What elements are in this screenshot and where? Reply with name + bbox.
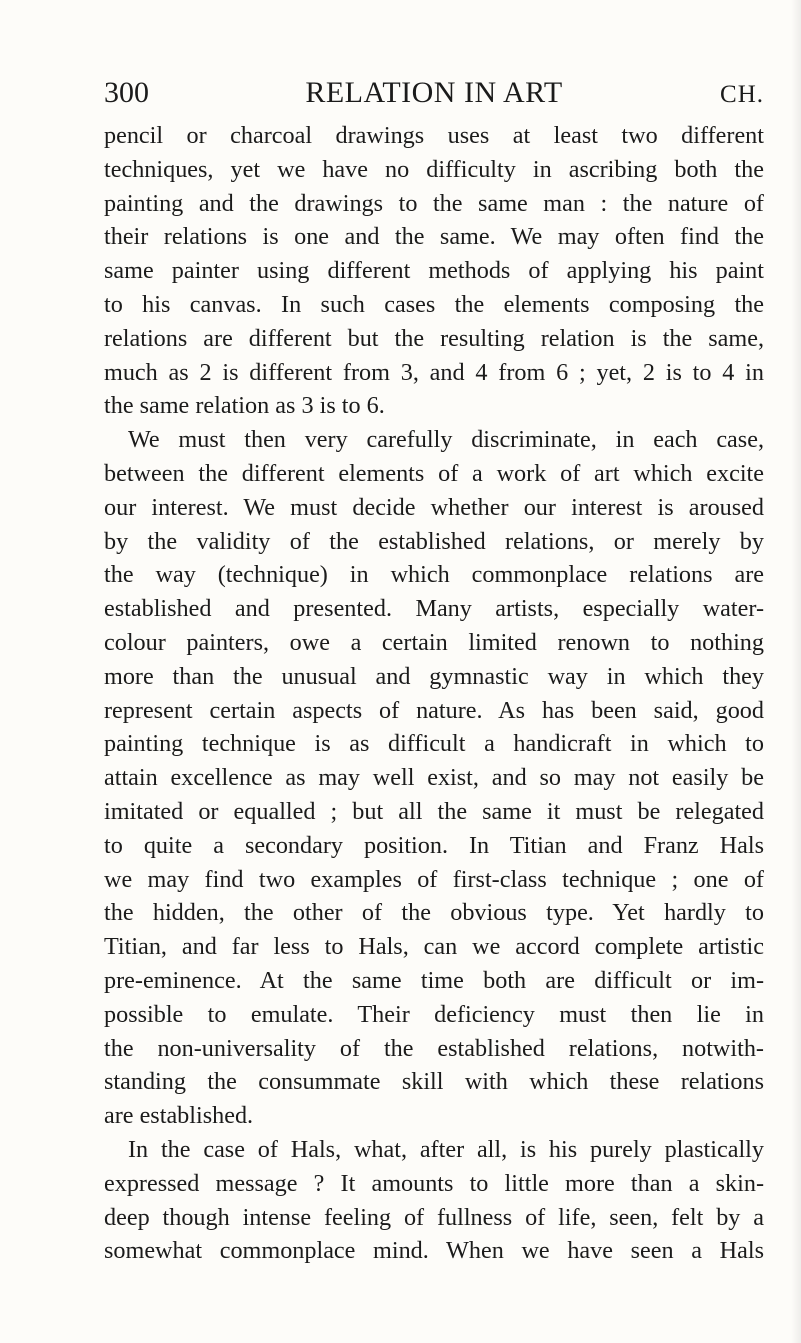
text-line: painting and the drawings to the same man : the nature of [104, 189, 764, 217]
chapter-abbreviation: CH. [720, 81, 764, 108]
text-line: colour painters, owe a certain limited renown to nothing [104, 628, 764, 656]
text-line: by the validity of the established relations, or merely by [104, 527, 764, 555]
text-line: more than the unusual and gymnastic way in which they [104, 662, 764, 690]
text-line: pencil or charcoal drawings uses at least two different [104, 122, 764, 149]
page-edge-shadow [791, 0, 801, 1343]
text-line: much as 2 is different from 3, and 4 from 6 ; yet, 2 is to 4 in [104, 358, 764, 386]
text-line: their relations is one and the same. We may often find the [104, 223, 764, 251]
running-header [104, 73, 764, 123]
text-line: techniques, yet we have no difficulty in ascribing both the [104, 155, 764, 183]
text-line: the non-universality of the established relations, notwith- [104, 1034, 764, 1062]
text-line: attain excellence as may well exist, and so may not easily be [104, 764, 764, 792]
text-line: pre-eminence. At the same time both are difficult or im- [104, 966, 764, 994]
text-line: deep though intense feeling of fullness of life, seen, felt by a [104, 1203, 764, 1231]
text-line: imitated or equalled ; but all the same it must be relegated [104, 797, 764, 825]
text-line: Titian, and far less to Hals, can we accord complete artistic [104, 933, 764, 961]
text-line: expressed message ? It amounts to little more than a skin- [104, 1169, 764, 1197]
text-line: the same relation as 3 is to 6. [104, 392, 385, 420]
body-text [104, 119, 764, 1268]
text-line: standing the consummate skill with which these relations [104, 1068, 764, 1096]
text-line: painting technique is as difficult a handicraft in which to [104, 730, 764, 758]
text-line: between the different elements of a work of art which excite [104, 459, 764, 487]
text-line: the hidden, the other of the obvious type. Yet hardly to [104, 899, 764, 927]
text-line: established and presented. Many artists, especially water- [104, 595, 764, 623]
text-line: same painter using different methods of applying his paint [104, 257, 764, 285]
text-line: We must then very carefully discriminate, in each case, [128, 426, 764, 454]
text-line: the way (technique) in which commonplace relations are [104, 561, 764, 589]
text-line: we may find two examples of first-class technique ; one of [104, 865, 764, 893]
text-line: to his canvas. In such cases the elements composing the [104, 290, 764, 318]
running-title: RELATION IN ART [305, 76, 563, 109]
text-line: possible to emulate. Their deficiency must then lie in [104, 1000, 764, 1028]
text-line: relations are different but the resulting relation is the same, [104, 324, 764, 352]
text-line: are established. [104, 1102, 254, 1130]
text-line: represent certain aspects of nature. As has been said, good [104, 696, 764, 724]
text-line: In the case of Hals, what, after all, is his purely plastically [128, 1135, 764, 1163]
text-line: our interest. We must decide whether our interest is aroused [104, 493, 764, 521]
page-number: 300 [104, 76, 149, 109]
text-line: to quite a secondary position. In Titian and Franz Hals [104, 831, 764, 859]
text-line: somewhat commonplace mind. When we have seen a Hals [104, 1237, 764, 1265]
